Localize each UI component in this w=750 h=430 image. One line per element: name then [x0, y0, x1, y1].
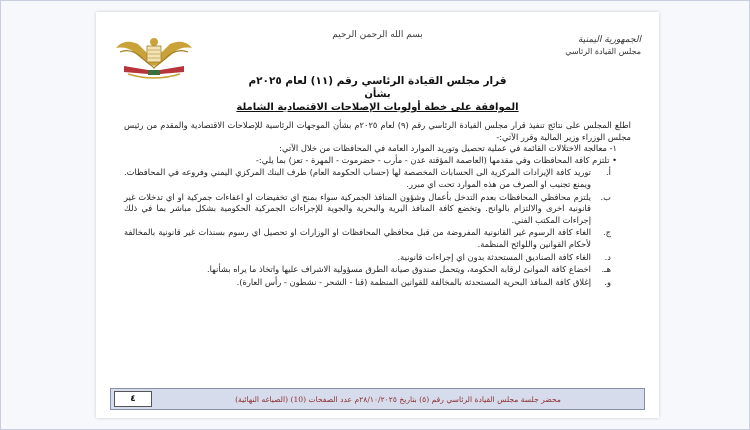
item-marker: و.	[604, 276, 611, 287]
item-marker: د.	[604, 251, 611, 262]
item-text: إغلاق كافة المنافذ البحرية المستحدثة بالمخالفة للقوانين المنظمة (قنا - الشحر - نشطون - رأس العارة).	[236, 276, 591, 287]
item-marker: هـ.	[601, 264, 611, 275]
list-item	[124, 277, 631, 289]
list-item	[124, 192, 631, 227]
item-text: الغاء كافة الرسوم غير القانونية المفروضة من قبل محافظي المحافظات او الوزارات او تحصيل اي رسوم بسندات غير قانونية بالمخالفة لأحكام القوانين واللوائح المنظمة.	[124, 227, 591, 249]
list-item	[124, 252, 631, 264]
item-marker: ج.	[603, 227, 611, 238]
list-item	[124, 264, 631, 276]
page-number: ٤	[114, 391, 152, 407]
list-item	[124, 167, 631, 190]
document-page	[96, 12, 659, 418]
title-line-3: الموافقة على خطة أولويات الإصلاحات الاقتصادية الشاملة	[236, 102, 519, 113]
item-text: يلتزم محافظي المحافظات بعدم التدخل بأعمال وشؤون المنافذ الجمركية سواء بمنح اي تخفيضات او اعفاءات جمركية او اي تدخلات غير قانونية اخرى والالتزام بالوانح. وتخضع كافة المنافذ البرية والبحرية والجوية للإجراءات الجمركية الحكومية بشكل مباشر بما في ذلك إجراءات المكتب الفني.	[124, 191, 591, 225]
point-1: ١- معالجة الاختلالات القائمة في عملية تحصيل وتوريد الموارد العامة في المحافظات من خلال الآتي:	[279, 143, 617, 154]
item-marker: أ.	[606, 167, 611, 178]
decision-body	[124, 120, 631, 288]
minutes-footer	[110, 388, 645, 410]
decision-title	[96, 74, 659, 115]
item-text: توريد كافة الإيرادات المركزية الى الحسابات المخصصة لها (حساب الحكومة العام) طرف البنك المركزي اليمني وفروعه في المحافظات. ويمنع تجنيب او الصرف من هذه الموارد تحت اي مبرر.	[124, 167, 591, 189]
bullet-provinces: • تلتزم كافة المحافظات وفي مقدمها (العاصمة المؤقتة عدن - مأرب - حضرموت - المهرة - تعز) بما يلي:-	[255, 154, 617, 165]
title-line-2: بشأن	[364, 89, 391, 100]
footer-minutes-text: محضر جلسة مجلس القيادة الرئاسي رقم (٥) بتاريخ ٢٨/١٠/٢٠٢٥م عدد الصفحات (10) (الصياغه النهائية)	[235, 394, 561, 404]
item-text: الغاء كافة الصناديق المستحدثة بدون اي إجراءات قانونية.	[397, 251, 591, 262]
item-marker: ب.	[600, 191, 611, 202]
basmala: بسم الله الرحمن الرحيم	[332, 30, 423, 40]
title-line-1: قرار مجلس القيادة الرئاسي رقم (١١) لعام ٢٠٢٥م	[248, 75, 507, 87]
issuer-name	[531, 34, 641, 58]
republic-name: الجمهورية اليمنية	[577, 35, 641, 45]
intro-paragraph: اطلع المجلس على نتائج تنفيذ قرار مجلس القيادة الرئاسي رقم (٩) لعام ٢٠٢٥م بشأن الموجهات الرئاسية للإصلاحات الاقتصادية والمقدم من رئيس مجلس الوزراء وزير المالية وقرر الآتي:-	[124, 120, 631, 142]
list-item	[124, 227, 631, 250]
council-name: مجلس القيادة الرئاسي	[565, 47, 641, 56]
item-text: اخضاع كافة الموانئ لرقابة الحكومة، ويتحمل صندوق صيانة الطرق مسؤولية الاشراف عليها واتخاذ ما يراه بشأنها.	[207, 264, 591, 275]
